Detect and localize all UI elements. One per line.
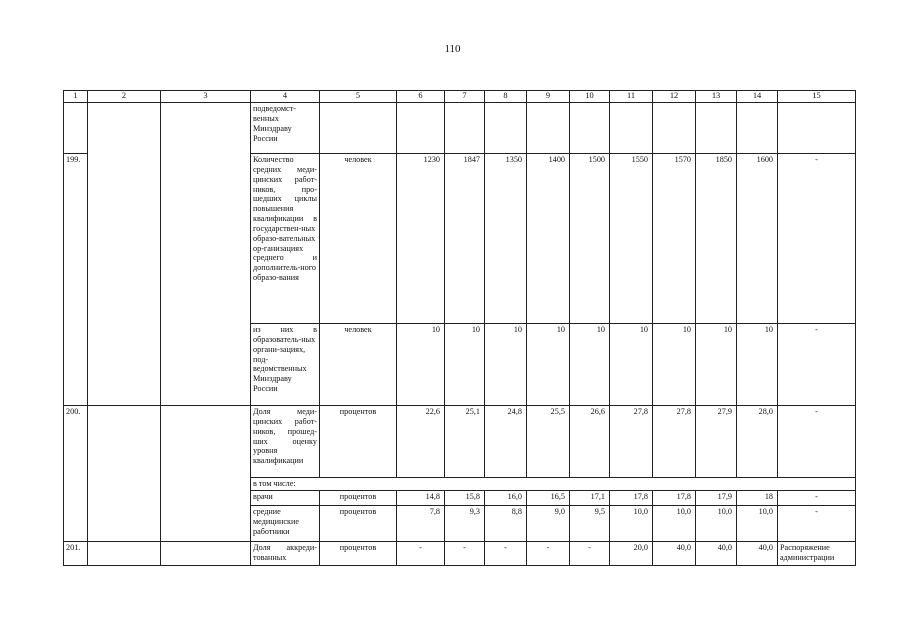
column-2-cell <box>88 103 161 406</box>
unit-cell: процентов <box>320 406 397 478</box>
column-header: 11 <box>610 91 653 103</box>
value-cell: 27,9 <box>696 406 737 478</box>
column-3-cell <box>161 406 251 542</box>
unit-cell: человек <box>320 154 397 324</box>
column-3-cell <box>161 103 251 406</box>
index-cell: 200. <box>64 406 88 542</box>
value-cell: 28,0 <box>737 406 778 478</box>
value-cell: 10 <box>397 324 445 406</box>
column-header: 13 <box>696 91 737 103</box>
value-cell: 40,0 <box>696 541 737 565</box>
indicator-cell: врачи <box>251 490 320 505</box>
unit-cell: процентов <box>320 505 397 541</box>
indicator-cell: подведомст-венных Минздраву России <box>251 103 320 154</box>
value-cell: 10 <box>696 324 737 406</box>
value-cell <box>445 103 485 154</box>
value-cell <box>610 103 653 154</box>
value-cell <box>696 103 737 154</box>
value-cell: 1600 <box>737 154 778 324</box>
value-cell: 26,6 <box>570 406 610 478</box>
column-header: 6 <box>397 91 445 103</box>
indicator-cell: Доля меди-цинских работ-ников, прошед-ших оценку уровня квалификации <box>251 406 320 478</box>
value-cell: 10,0 <box>610 505 653 541</box>
column-2-cell <box>88 406 161 542</box>
value-cell: 1850 <box>696 154 737 324</box>
value-cell: 20,0 <box>610 541 653 565</box>
note-cell: - <box>778 324 856 406</box>
subheading-cell: в том числе: <box>251 478 856 491</box>
value-cell: 10 <box>527 324 570 406</box>
indicators-table <box>63 90 856 566</box>
value-cell: 18 <box>737 490 778 505</box>
value-cell: 10 <box>653 324 696 406</box>
value-cell: 16,5 <box>527 490 570 505</box>
column-3-cell <box>161 541 251 565</box>
column-header: 4 <box>251 91 320 103</box>
value-cell: 8,8 <box>485 505 527 541</box>
value-cell: - <box>485 541 527 565</box>
value-cell: 1350 <box>485 154 527 324</box>
index-cell: 201. <box>64 541 88 565</box>
value-cell: 10 <box>445 324 485 406</box>
value-cell: - <box>445 541 485 565</box>
value-cell: 25,5 <box>527 406 570 478</box>
value-cell: 1570 <box>653 154 696 324</box>
index-cell <box>64 103 88 154</box>
column-header: 15 <box>778 91 856 103</box>
value-cell: 17,8 <box>610 490 653 505</box>
column-header: 10 <box>570 91 610 103</box>
column-header: 5 <box>320 91 397 103</box>
value-cell: 10 <box>485 324 527 406</box>
column-header: 14 <box>737 91 778 103</box>
value-cell <box>737 103 778 154</box>
note-cell <box>778 103 856 154</box>
value-cell <box>570 103 610 154</box>
value-cell: 16,0 <box>485 490 527 505</box>
header-row <box>64 91 856 103</box>
column-header: 1 <box>64 91 88 103</box>
value-cell: 1400 <box>527 154 570 324</box>
value-cell: 27,8 <box>610 406 653 478</box>
value-cell <box>653 103 696 154</box>
value-cell: - <box>527 541 570 565</box>
value-cell: 17,1 <box>570 490 610 505</box>
value-cell: 10,0 <box>653 505 696 541</box>
value-cell: 10 <box>737 324 778 406</box>
value-cell: 9,0 <box>527 505 570 541</box>
column-header: 2 <box>88 91 161 103</box>
note-cell: Распоряжение администрации <box>778 541 856 565</box>
value-cell: 10 <box>570 324 610 406</box>
note-cell: - <box>778 154 856 324</box>
table-row <box>64 406 856 478</box>
note-cell: - <box>778 406 856 478</box>
unit-cell <box>320 103 397 154</box>
unit-cell: процентов <box>320 490 397 505</box>
value-cell: 25,1 <box>445 406 485 478</box>
indicator-cell: средние медицинские работники <box>251 505 320 541</box>
value-cell <box>527 103 570 154</box>
column-header: 12 <box>653 91 696 103</box>
value-cell: 9,3 <box>445 505 485 541</box>
value-cell: - <box>397 541 445 565</box>
value-cell: 1847 <box>445 154 485 324</box>
value-cell: 10 <box>610 324 653 406</box>
indicator-cell: Доля аккреди-тованных <box>251 541 320 565</box>
value-cell: 22,6 <box>397 406 445 478</box>
value-cell: - <box>570 541 610 565</box>
column-2-cell <box>88 541 161 565</box>
page-number: 110 <box>444 43 461 55</box>
value-cell: 17,9 <box>696 490 737 505</box>
value-cell: 17,8 <box>653 490 696 505</box>
note-cell: - <box>778 505 856 541</box>
column-header: 7 <box>445 91 485 103</box>
value-cell: 24,8 <box>485 406 527 478</box>
value-cell: 10,0 <box>737 505 778 541</box>
value-cell <box>397 103 445 154</box>
value-cell: 7,8 <box>397 505 445 541</box>
value-cell: 10,0 <box>696 505 737 541</box>
value-cell: 9,5 <box>570 505 610 541</box>
value-cell: 14,8 <box>397 490 445 505</box>
unit-cell: человек <box>320 324 397 406</box>
value-cell: 40,0 <box>653 541 696 565</box>
indicator-cell: из них в образователь-ных органи-зациях, под-ведомственных Минздраву России <box>251 324 320 406</box>
column-header: 9 <box>527 91 570 103</box>
unit-cell: процентов <box>320 541 397 565</box>
column-header: 8 <box>485 91 527 103</box>
value-cell: 40,0 <box>737 541 778 565</box>
value-cell: 15,8 <box>445 490 485 505</box>
value-cell: 1500 <box>570 154 610 324</box>
value-cell <box>485 103 527 154</box>
value-cell: 1230 <box>397 154 445 324</box>
table-row <box>64 541 856 565</box>
value-cell: 27,8 <box>653 406 696 478</box>
column-header: 3 <box>161 91 251 103</box>
value-cell: 1550 <box>610 154 653 324</box>
table-row <box>64 103 856 154</box>
indicator-cell: Количество средних меди-цинских работ-ников, про-шедших циклы повышения квалификации в государствен-ных образо-вательных ор-ганизациях среднего и дополнитель-ного образо-вания <box>251 154 320 324</box>
note-cell: - <box>778 490 856 505</box>
index-cell: 199. <box>64 154 88 406</box>
